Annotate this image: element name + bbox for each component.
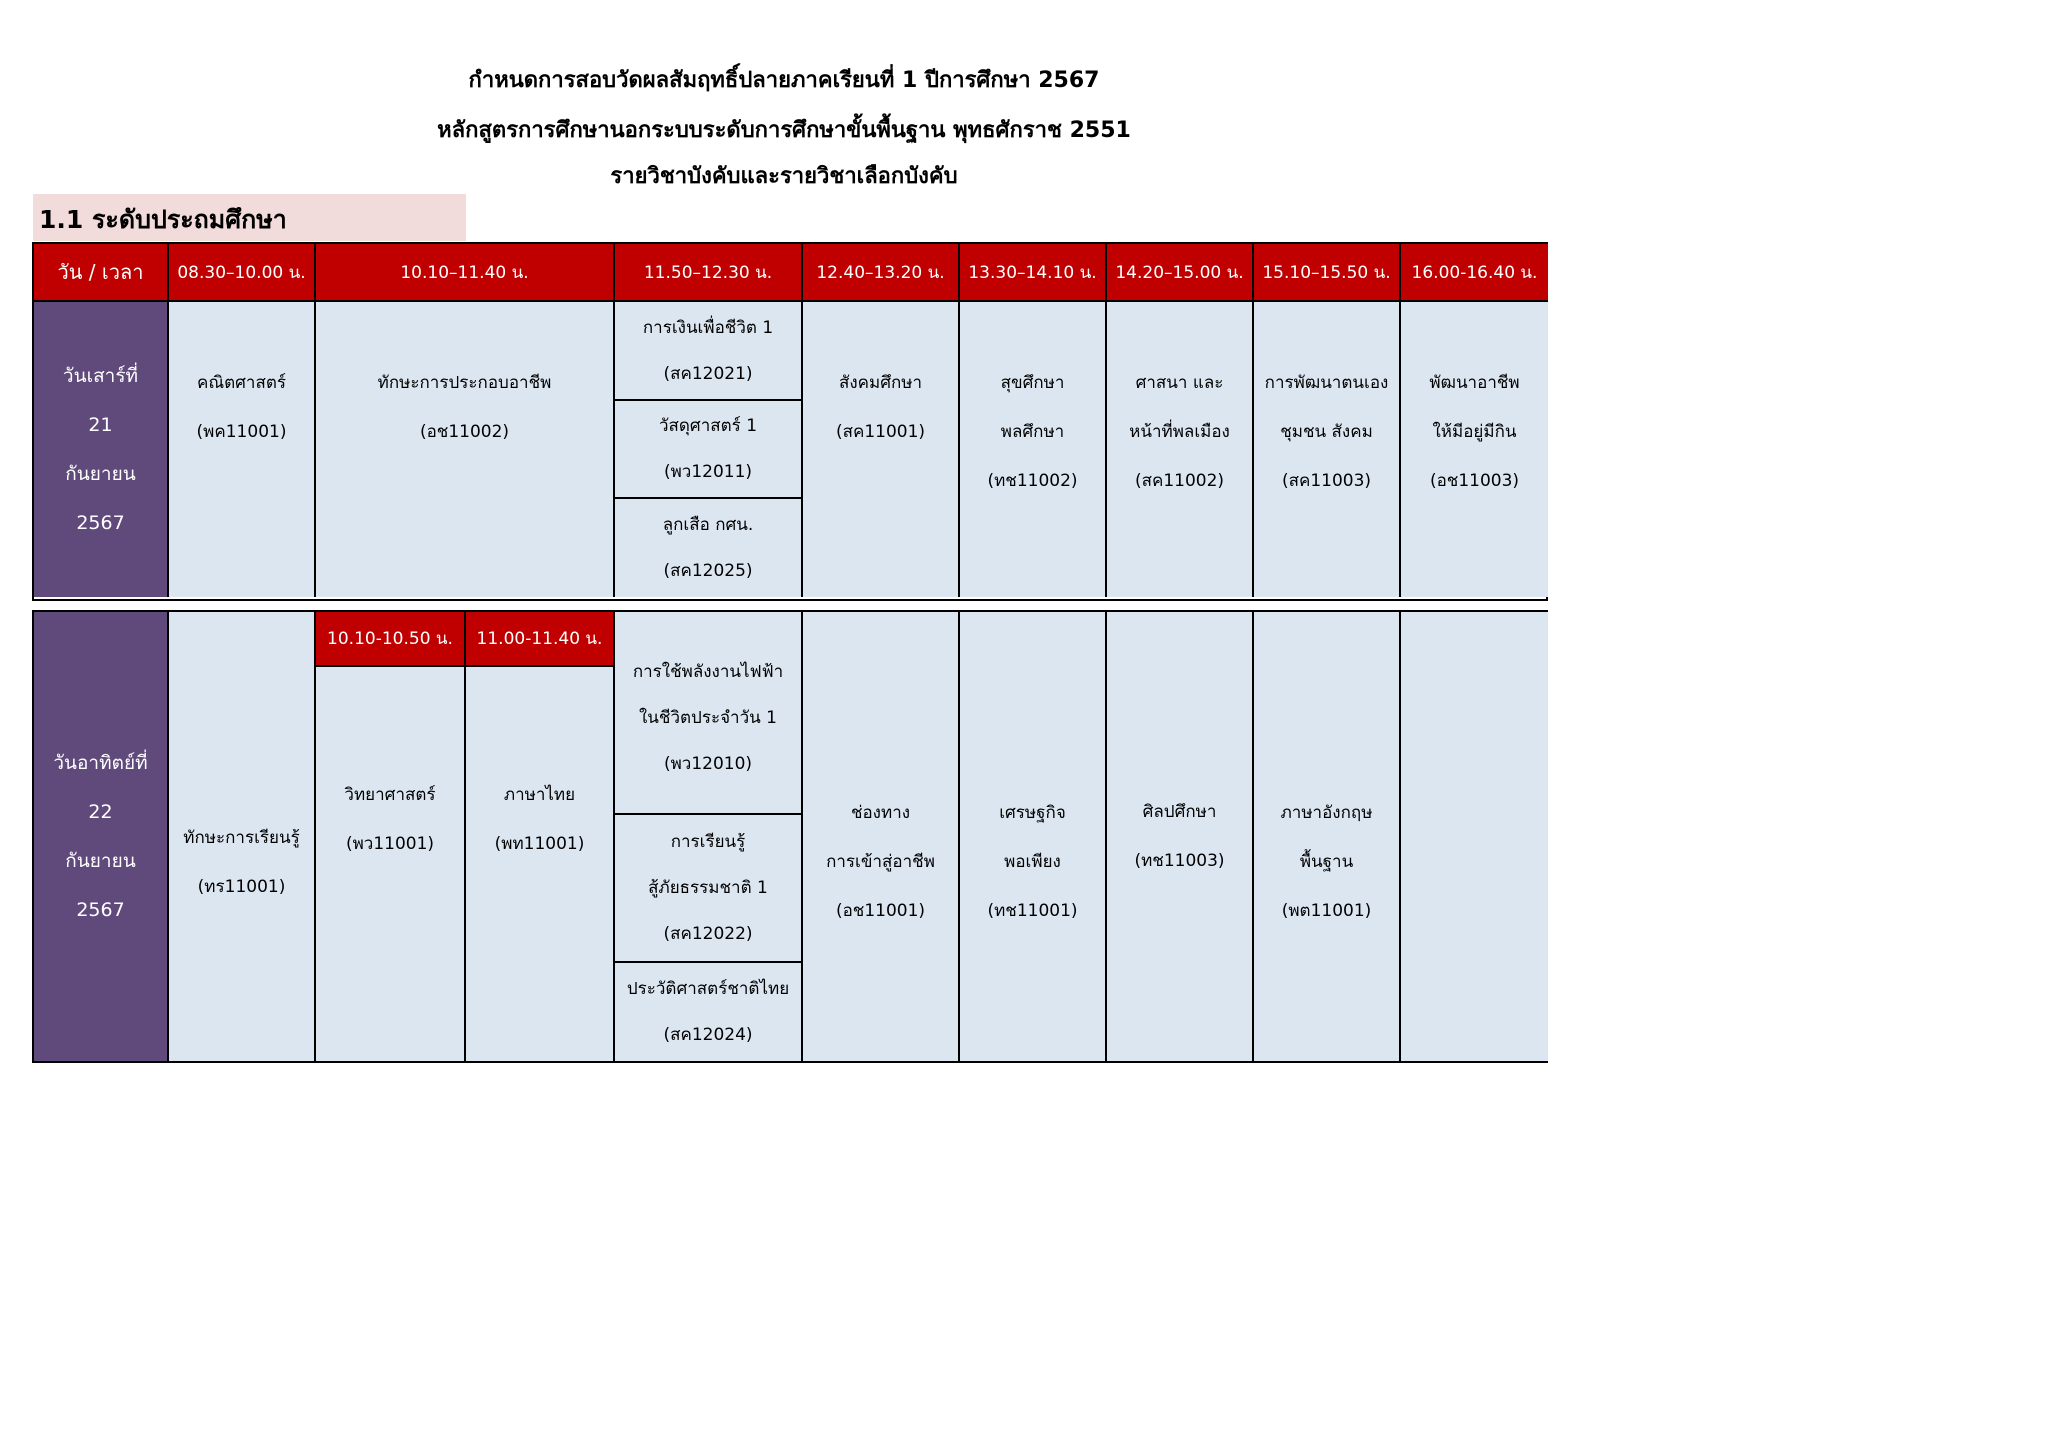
schedule-table-day1 [32,242,1548,601]
subject-name-2: ชุมชน สังคม [1280,422,1373,442]
day2-slot1-subject [169,612,316,1061]
subject-name-2: พลศึกษา [1000,422,1065,442]
subject-code: (พค11001) [196,422,287,442]
day1-weekday: วันเสาร์ที่ [62,364,139,387]
day2-slot3-subject-a [615,612,803,815]
subject-name: วิทยาศาสตร์ [344,785,436,805]
day1-slot6-subject [1107,302,1254,597]
title-line-2: หลักสูตรการศึกษานอกระบบระดับการศึกษาขั้นพื้นฐาน พุทธศักราช 2551 [437,118,1131,143]
day2-weekday: วันอาทิตย์ที่ [53,751,148,774]
subject-name: ช่องทาง [850,803,911,823]
day2-date: 22 [88,800,113,823]
day2-slot4-subject [803,612,960,1061]
day1-slot5-subject [960,302,1107,597]
subject-name: วัสดุศาสตร์ 1 [658,416,758,436]
subject-code: (สค12022) [663,924,753,944]
subject-name: การใช้พลังงานไฟฟ้า [632,661,784,682]
day2-date-cell [34,612,169,1061]
subject-code: (อช11003) [1429,471,1520,491]
subject-code: (อช11001) [835,901,926,921]
subject-name-2: สู้ภัยธรรมชาติ 1 [648,878,768,898]
day2-slot3-subject-b [615,815,803,963]
subject-name: ประวัติศาสตร์ชาติไทย [626,979,790,999]
day2-slot2b-subject [466,667,615,1061]
day1-date-cell [34,302,169,597]
header-slot-4: 12.40–13.20 น. [803,244,960,302]
subject-name: ทักษะการประกอบอาชีพ [377,373,552,393]
subject-name: สังคมศึกษา [838,373,923,393]
day1-month: กันยายน [65,462,136,485]
subject-code: (ทช11002) [987,471,1078,491]
subject-name-2: การเข้าสู่อาชีพ [826,852,935,872]
subject-code: (พว12011) [663,462,753,482]
subject-code: (สค12025) [663,561,753,581]
subject-code: (ทร11001) [197,876,286,897]
header-slot-3: 11.50–12.30 น. [615,244,803,302]
title-line-1: กำหนดการสอบวัดผลสัมฤทธิ์ปลายภาคเรียนที่ 1 ปีการศึกษา 2567 [468,68,1100,93]
header-slot-7: 15.10–15.50 น. [1254,244,1401,302]
day2-month: กันยายน [65,849,136,872]
subject-name: คณิตศาสตร์ [196,373,287,393]
day1-slot7-subject [1254,302,1401,597]
subject-code: (สค12024) [663,1025,753,1045]
subject-name: ภาษาไทย [503,785,576,805]
subject-code: (สค11001) [835,422,926,442]
subject-name: พัฒนาอาชีพ [1429,373,1520,393]
title-line-3: รายวิชาบังคับและรายวิชาเลือกบังคับ [610,164,958,189]
day2-year: 2567 [76,898,125,921]
subject-name: เศรษฐกิจ [999,803,1066,823]
header-slot-1: 08.30–10.00 น. [169,244,316,302]
subject-code: (พว11001) [345,834,435,854]
subject-name-2: หน้าที่พลเมือง [1129,422,1230,442]
subject-code: (พต11001) [1281,901,1372,921]
subject-name: การเรียนรู้ [670,832,746,852]
day1-date: 21 [88,413,113,436]
subject-name-2: ในชีวิตประจำวัน 1 [639,707,777,728]
header-day-time: วัน / เวลา [34,244,169,302]
subject-name: ลูกเสือ กศน. [662,515,754,535]
subject-code: (ทช11003) [1134,850,1225,871]
subject-code: (สค11003) [1281,471,1372,491]
subject-code: (พว12010) [663,753,753,774]
day2-slot6-subject [1107,612,1254,1061]
section-heading: 1.1 ระดับประถมศึกษา [33,194,466,241]
day2-slot3-subject-c [615,963,803,1061]
subject-code: (สค11002) [1134,471,1225,491]
subject-name: สุขศึกษา [1000,373,1065,393]
day2-slot5-subject [960,612,1107,1061]
day1-slot3-subject-b [615,401,803,499]
subject-code: (พท11001) [494,834,585,854]
subject-name: การพัฒนาตนเอง [1264,373,1389,393]
day1-slot3-subject-a [615,302,803,401]
subject-code: (สค12021) [663,363,753,384]
day2-slot2a-subject [316,667,466,1061]
header-slot-5: 13.30–14.10 น. [960,244,1107,302]
subject-name: การเงินเพื่อชีวิต 1 [642,317,774,338]
day1-slot1-subject [169,302,316,597]
day1-year: 2567 [76,511,125,534]
subject-name: ทักษะการเรียนรู้ [183,827,300,848]
day1-slot2-subject [316,302,615,597]
day2-slot7-subject [1254,612,1401,1061]
subject-name-2: พื้นฐาน [1299,852,1354,872]
schedule-table-day2 [32,610,1548,1063]
subject-code: (ทช11001) [987,901,1078,921]
header-slot-8: 16.00-16.40 น. [1401,244,1548,302]
header-slot-6: 14.20–15.00 น. [1107,244,1254,302]
subject-name-2: พอเพียง [1004,852,1061,872]
day2-sub-slot-2: 11.00-11.40 น. [466,612,615,667]
subject-name-2: ให้มีอยู่มีกิน [1432,422,1517,442]
header-slot-2: 10.10–11.40 น. [316,244,615,302]
subject-name: ศิลปศึกษา [1142,801,1217,822]
subject-code: (อช11002) [419,422,510,442]
day1-slot3-subject-c [615,499,803,597]
subject-name: ภาษาอังกฤษ [1280,803,1373,823]
day1-slot8-subject [1401,302,1548,597]
day2-slot8-empty [1401,612,1548,1061]
day2-sub-slot-1: 10.10-10.50 น. [316,612,466,667]
day1-slot4-subject [803,302,960,597]
subject-name: ศาสนา และ [1135,373,1224,393]
